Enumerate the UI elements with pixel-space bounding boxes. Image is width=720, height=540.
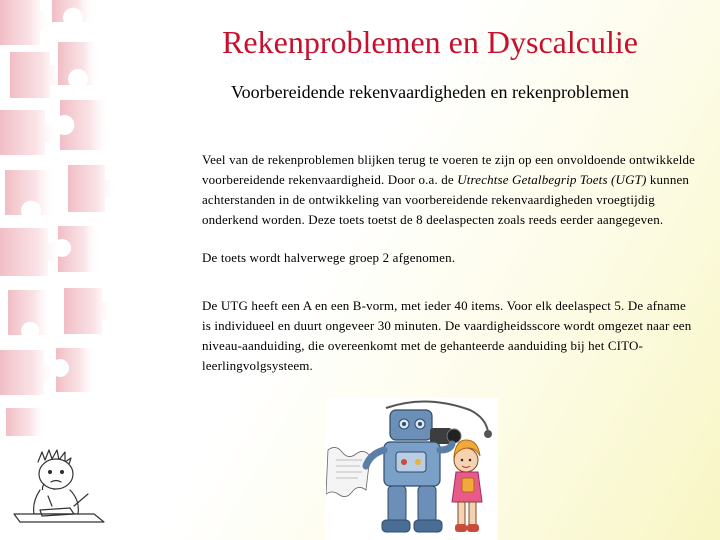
puzzle-piece	[52, 0, 95, 22]
puzzle-piece	[0, 350, 56, 395]
thinking-boy-illustration	[10, 440, 110, 535]
slide-subtitle: Voorbereidende rekenvaardigheden en rekenproblemen	[231, 82, 629, 102]
puzzle-piece	[6, 408, 46, 436]
puzzle-piece	[0, 228, 62, 276]
puzzle-piece	[68, 165, 117, 212]
puzzle-piece	[56, 348, 96, 392]
ugt-test-name: Utrechtse Getalbegrip Toets (UGT)	[457, 172, 647, 187]
robot-and-girl-illustration	[326, 398, 498, 540]
puzzle-piece	[0, 0, 50, 45]
puzzle-piece	[64, 288, 114, 334]
body-paragraph-1	[202, 150, 698, 230]
puzzle-piece	[0, 110, 59, 155]
puzzle-piece	[5, 170, 55, 215]
slide-title: Rekenproblemen en Dyscalculie	[222, 24, 638, 60]
puzzle-piece	[58, 42, 100, 85]
paragraph-1-text-end: kunnen achterstanden in de ontwikkeling van voorbereidende rekenvaardigheden vroegtijdig onderkend worden. Deze toets toetst de 8 deelaspecten zoals reeds eerder aangegeven.	[202, 172, 690, 227]
puzzle-piece	[10, 52, 64, 98]
puzzle-piece	[60, 100, 110, 150]
puzzle-piece	[58, 226, 100, 272]
body-paragraph-2: De UTG heeft een A en een B-vorm, met ieder 40 items. Voor elk deelaspect 5. De afname is individueel en duurt ongeveer 30 minuten. De vaardigheidsscore wordt omgezet naar een niveau-aanduiding, die overeenkomt met de gehanteerde aanduiding bij het CITO-leerlingvolgsysteem.	[202, 298, 692, 373]
puzzle-piece	[8, 290, 52, 335]
body-paragraph-1b: De toets wordt halverwege groep 2 afgenomen.	[202, 250, 456, 265]
paragraph-1-text-start: Veel van de rekenproblemen blijken terug te voeren te zijn op een onvoldoende ontwikkelde voorbereidende rekenvaardigheid. Door o.a. de	[202, 152, 696, 187]
